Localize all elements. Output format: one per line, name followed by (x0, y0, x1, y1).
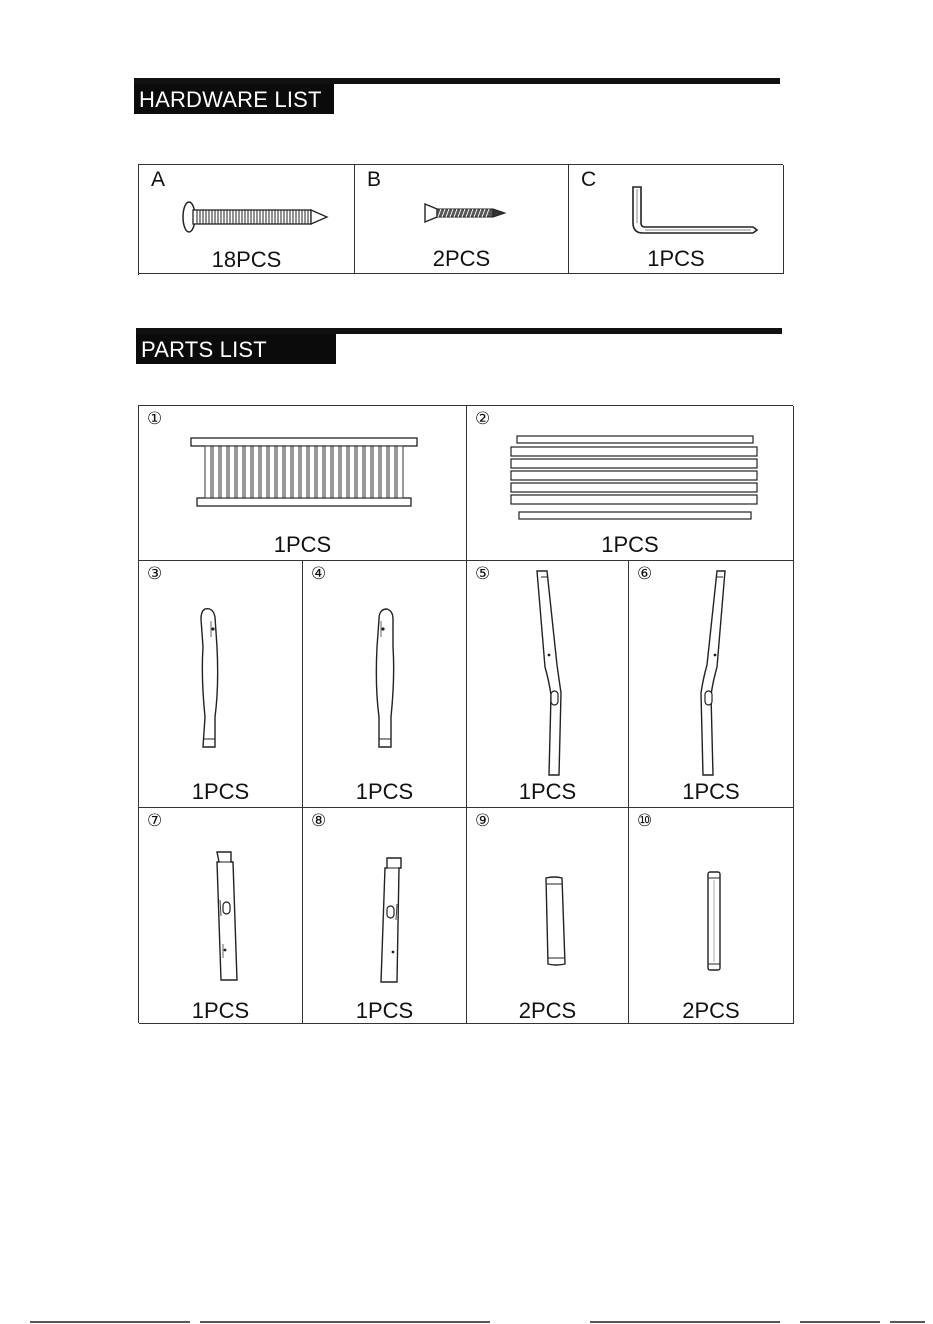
part-quantity: 1PCS (191, 998, 250, 1023)
front-leg-right-icon (377, 856, 407, 986)
screw-icon (423, 201, 507, 225)
part-number: ⑤ (475, 564, 491, 584)
hardware-section-title: HARDWARE LIST (134, 84, 334, 114)
part-number: ③ (147, 564, 163, 584)
armrest-right-icon (373, 607, 399, 757)
part-quantity: 1PCS (355, 779, 414, 804)
part-quantity: 1PCS (682, 779, 740, 804)
part-cell-2 (467, 406, 794, 561)
part-quantity: 1PCS (191, 779, 250, 804)
bolt-icon (181, 199, 331, 235)
part-number: ⑥ (637, 564, 653, 584)
part-quantity: 1PCS (601, 532, 659, 557)
armrest-left-icon (197, 607, 223, 757)
dowel-rod-icon (705, 870, 723, 974)
hardware-quantity: 2PCS (432, 246, 491, 271)
part-quantity: 1PCS (273, 532, 332, 557)
parts-section-title: PARTS LIST (136, 334, 336, 364)
part-number: ② (475, 409, 491, 429)
hardware-cell-a (139, 165, 355, 274)
back-leg-left-icon (533, 569, 573, 777)
allen-key-icon (629, 185, 761, 237)
hardware-letter: C (581, 168, 597, 191)
part-number: ⑩ (637, 811, 653, 831)
part-cell-5 (467, 561, 629, 808)
part-cell-7 (139, 808, 303, 1024)
part-cell-10 (629, 808, 794, 1024)
page-bottom-edge (0, 1320, 933, 1324)
front-leg-left-icon (211, 850, 241, 984)
part-number: ⑦ (147, 811, 163, 831)
back-slats-icon (509, 434, 761, 524)
parts-table (138, 405, 793, 1023)
part-cell-6 (629, 561, 794, 808)
part-cell-4 (303, 561, 467, 808)
part-number: ① (147, 409, 163, 429)
spacer-icon (543, 874, 569, 970)
hardware-quantity: 1PCS (647, 246, 705, 271)
hardware-cell-b (355, 165, 569, 274)
part-quantity: 2PCS (518, 998, 577, 1023)
hardware-letter: A (151, 168, 166, 191)
part-number: ⑧ (311, 811, 327, 831)
hardware-letter: B (367, 168, 382, 191)
hardware-table (138, 164, 783, 275)
part-number: ⑨ (475, 811, 491, 831)
hardware-quantity: 18PCS (211, 247, 282, 272)
hardware-cell-c (569, 165, 784, 274)
part-cell-1 (139, 406, 467, 561)
back-leg-right-icon (691, 569, 731, 777)
part-quantity: 1PCS (355, 998, 414, 1023)
part-cell-9 (467, 808, 629, 1024)
part-quantity: 2PCS (682, 998, 740, 1023)
part-quantity: 1PCS (518, 779, 577, 804)
part-number: ④ (311, 564, 327, 584)
seat-panel-icon (189, 436, 419, 508)
part-cell-8 (303, 808, 467, 1024)
part-cell-3 (139, 561, 303, 808)
